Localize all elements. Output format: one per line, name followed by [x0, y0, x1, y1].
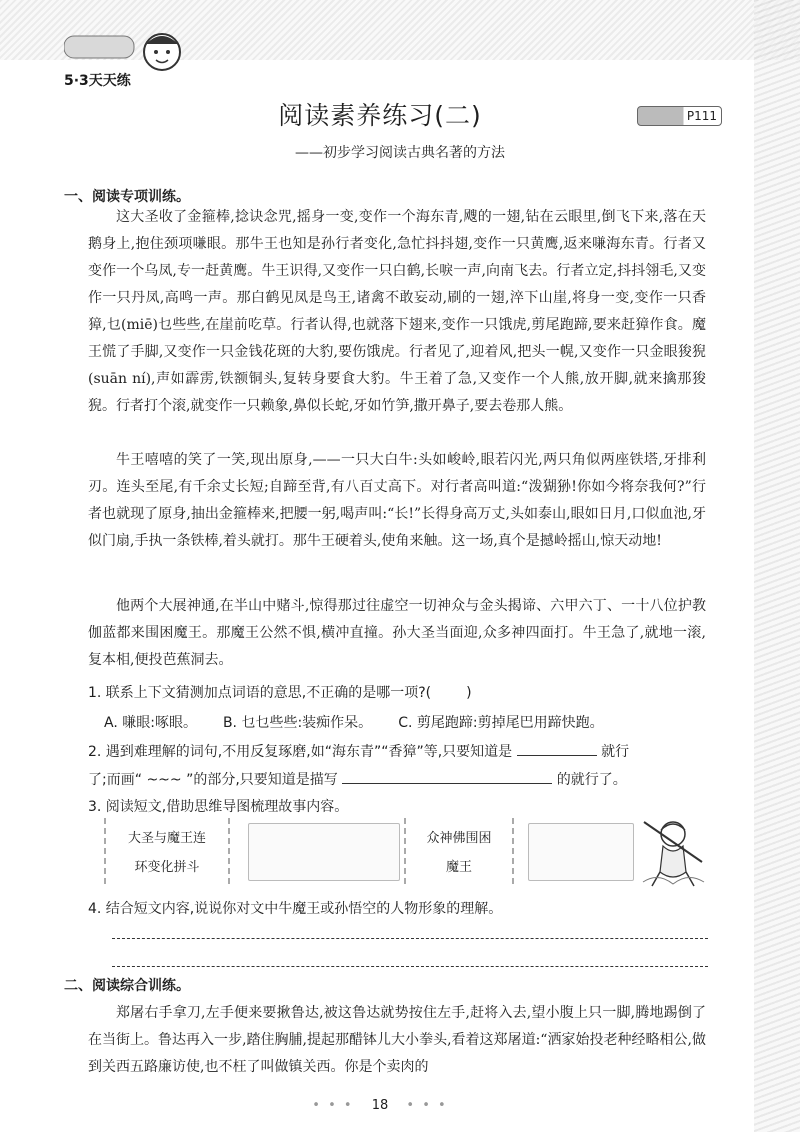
story-paragraph-2: 牛王嘻嘻的笑了一笑,现出原身,——一只大白牛:头如峻岭,眼若闪光,两只角似两座铁塔,牙排利刃。连头至尾,有千余丈长短;自蹄至背,有八百丈高下。对行者高叫道:“泼猢狲!你如今将奈我何?”行者也就现了原身,抽出金箍棒来,把腰一躬,喝声叫:“长!”长得身高万丈,头如泰山,眼如日月,口似血池,牙似门扇,手执一条铁棒,着头就打。那牛王硬着头,使角来触。这一场,真个是撼岭摇山,惊天动地! [88, 452, 706, 549]
mind-map [104, 818, 704, 884]
question-2-text-d: ”的部分,只要知道是描写 [186, 772, 338, 788]
section1-heading: 一、阅读专项训练。 [64, 189, 190, 205]
question-2-blank-1[interactable] [517, 740, 597, 756]
question-1-text: 1. 联系上下文猜测加点词语的意思,不正确的是哪一项?( [88, 685, 432, 701]
page-footer [0, 1098, 760, 1113]
question-1-paren: ) [466, 685, 472, 701]
option-c[interactable]: C. 剪尾跑蹄:剪掉尾巴用蹄快跑。 [398, 715, 604, 731]
excerpt-paragraph: 郑屠右手拿刀,左手便来要揪鲁达,被这鲁达就势按住左手,赶将入去,望小腹上只一脚,腾地踢倒了在当街上。鲁达再入一步,踏住胸脯,提起那醋钵儿大小拳头,看着这郑屠道:“洒家始投老种经略相公,做到关西五路廉访使,也不枉了叫做镇关西。你是个卖肉的 [88, 1005, 706, 1075]
question-2-line-2 [88, 768, 627, 789]
question-2-blank-2[interactable] [342, 768, 552, 784]
footer-decoration-left: • • • [312, 1098, 354, 1113]
question-2-text-c: 了;而画“ [88, 772, 142, 788]
question-2-line-1 [88, 740, 629, 761]
answer-line-1[interactable] [112, 938, 708, 939]
story-paragraph-1: 这大圣收了金箍棒,捻诀念咒,摇身一变,变作一个海东青,飕的一翅,钻在云眼里,倒飞下来,落在天鹅身上,抱住颈项嗛眼。那牛王也知是孙行者变化,急忙抖抖翅,变作一只黄鹰,返来嗛海东青。行者又变作一个乌凤,专一赶黄鹰。牛王识得,又变作一只白鹤,长唳一声,向南飞去。行者立定,抖抖翎毛,又变作一只丹凤,高鸣一声。那白鹤见凤是鸟王,诸禽不敢妄动,刷的一翅,淬下山崖,将身一变,变作一只香獐,乜(miē)乜些些,在崖前吃草。行者认得,也就落下翅来,变作一只饿虎,剪尾跑蹄,要来赶獐作食。魔王慌了手脚,又变作一只金钱花斑的大豹,要伤饿虎。行者见了,迎着风,把头一幌,又变作一只金眼狻猊(suān ní),声如霹雳,铁额铜头,复转身要食大豹。牛王着了急,又变作一个人熊,放开脚,就来擒那狻猊。行者打个滚,就变作一只赖象,鼻似长蛇,牙如竹笋,撒开鼻子,要去卷那人熊。 [88, 209, 706, 414]
question-1-options [104, 712, 604, 732]
question-2-text-b: 就行 [601, 744, 630, 760]
mind-map-answer-box-2[interactable] [528, 823, 634, 881]
option-a[interactable]: A. 嗛眼:啄眼。 [104, 715, 197, 731]
monkey-king-illustration-icon [638, 812, 708, 890]
answer-line-2[interactable] [112, 966, 708, 967]
footer-decoration-right: • • • [406, 1098, 448, 1113]
question-4: 4. 结合短文内容,说说你对文中牛魔王或孙悟空的人物形象的理解。 [88, 901, 503, 917]
story-paragraph-3: 他两个大展神通,在半山中赌斗,惊得那过往虚空一切神众与金头揭谛、六甲六丁、一十八位护教伽蓝都来围困魔王。那魔王公然不惧,横冲直撞。孙大圣当面迎,众多神四面打。牛王急了,就地一滚,复本相,便投芭蕉洞去。 [88, 598, 706, 668]
mind-map-box-2-line-1: 众神佛围困 [426, 831, 492, 846]
mind-map-box-1-line-1: 大圣与魔王连 [127, 831, 206, 846]
cartoon-boy-icon [64, 30, 194, 74]
brand-text: 5·3天天练 [64, 73, 131, 89]
mind-map-answer-box-1[interactable] [248, 823, 400, 881]
question-3: 3. 阅读短文,借助思维导图梳理故事内容。 [88, 799, 349, 815]
mind-map-box-2-line-2: 魔王 [445, 860, 472, 875]
option-b[interactable]: B. 乜乜些些:装痴作呆。 [222, 715, 373, 731]
question-1 [88, 682, 472, 702]
question-1-answer-slot[interactable] [436, 682, 462, 697]
page-number: 18 [371, 1098, 389, 1113]
page-subtitle: ——初步学习阅读古典名著的方法 [295, 145, 505, 161]
torn-paper-edge-right [754, 0, 800, 1132]
page-reference-badge: P111 [637, 106, 722, 126]
page-title: 阅读素养练习(二) [278, 101, 482, 130]
question-2-text-a: 2. 遇到难理解的词句,不用反复琢磨,如“海东青”“香獐”等,只要知道是 [88, 744, 513, 760]
mind-map-box-1-line-2: 环变化拼斗 [134, 860, 200, 875]
question-2-text-e: 的就行了。 [556, 772, 627, 788]
brand-logo [64, 30, 194, 90]
mind-map-box-1 [104, 818, 230, 884]
section2-heading: 二、阅读综合训练。 [64, 978, 190, 994]
wavy-mark: ~~~ [146, 772, 182, 788]
mind-map-box-2 [404, 818, 514, 884]
